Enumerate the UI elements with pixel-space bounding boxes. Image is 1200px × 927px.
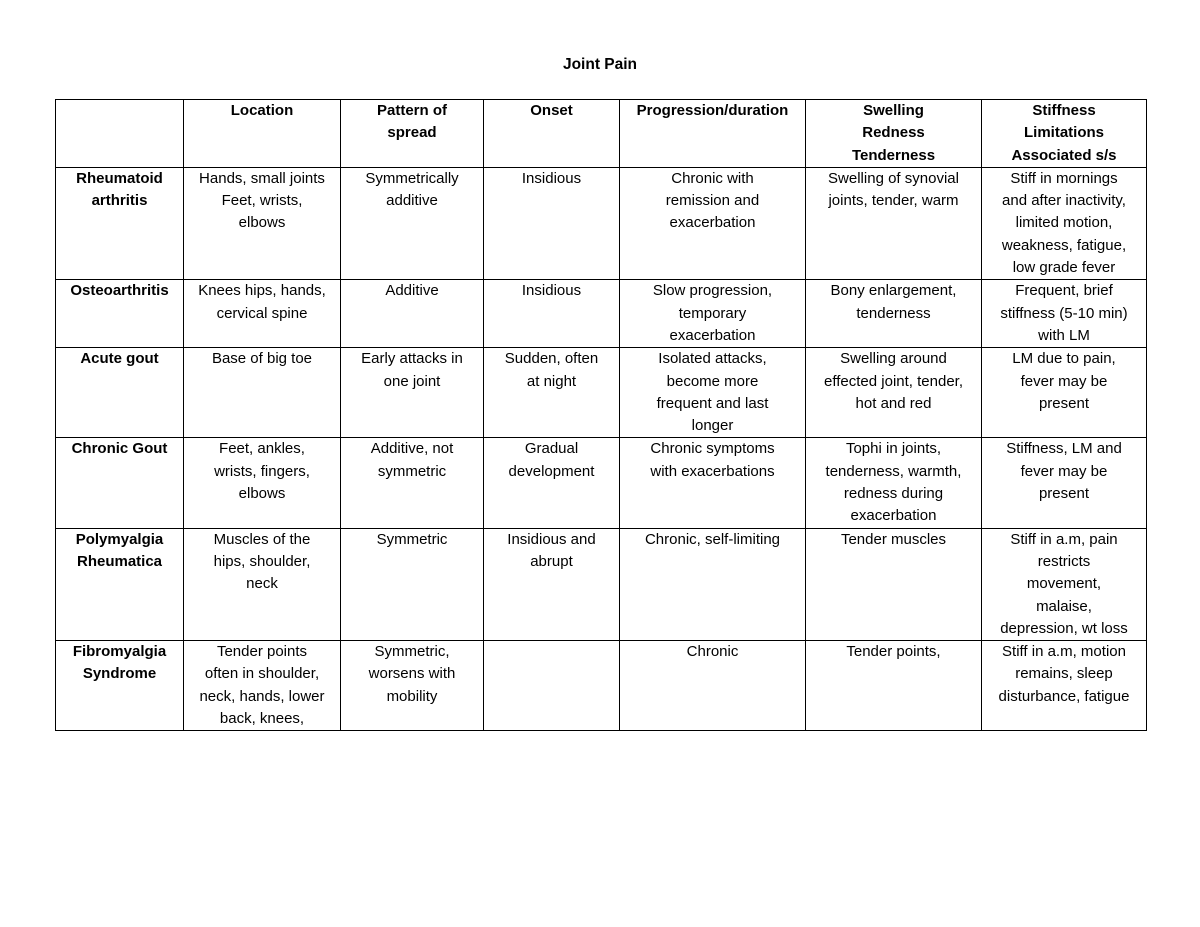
header-pattern-of-spread: Pattern of spread <box>341 100 484 168</box>
header-row <box>56 100 1147 168</box>
location-cell: Tender points often in shoulder, neck, hands, lower back, knees, <box>184 641 341 731</box>
table-row <box>56 348 1147 438</box>
swelling-cell: Tophi in joints, tenderness, warmth, redness during exacerbation <box>806 438 982 528</box>
swelling-cell: Swelling around effected joint, tender, hot and red <box>806 348 982 438</box>
header-onset: Onset <box>484 100 620 168</box>
stiffness-cell: Stiff in a.m, motion remains, sleep disturbance, fatigue <box>982 641 1147 731</box>
progression-cell: Slow progression, temporary exacerbation <box>620 280 806 348</box>
pattern-cell: Additive, not symmetric <box>341 438 484 528</box>
onset-cell <box>484 641 620 731</box>
swelling-cell: Swelling of synovial joints, tender, warm <box>806 167 982 279</box>
pattern-cell: Early attacks in one joint <box>341 348 484 438</box>
table-row <box>56 438 1147 528</box>
page-title: Joint Pain <box>562 56 638 73</box>
header-location: Location <box>184 100 341 168</box>
swelling-cell: Bony enlargement, tenderness <box>806 280 982 348</box>
condition-cell: Chronic Gout <box>56 438 184 528</box>
joint-pain-table <box>55 99 1147 731</box>
location-cell: Muscles of the hips, shoulder, neck <box>184 528 341 640</box>
location-cell: Feet, ankles, wrists, fingers, elbows <box>184 438 341 528</box>
header-progression-duration: Progression/duration <box>620 100 806 168</box>
progression-cell: Chronic with remission and exacerbation <box>620 167 806 279</box>
progression-cell: Chronic, self-limiting <box>620 528 806 640</box>
condition-cell: Fibromyalgia Syndrome <box>56 641 184 731</box>
pattern-cell: Symmetric <box>341 528 484 640</box>
stiffness-cell: LM due to pain, fever may be present <box>982 348 1147 438</box>
location-cell: Base of big toe <box>184 348 341 438</box>
location-cell: Hands, small joints Feet, wrists, elbows <box>184 167 341 279</box>
stiffness-cell: Stiff in a.m, pain restricts movement, malaise, depression, wt loss <box>982 528 1147 640</box>
onset-cell: Insidious <box>484 280 620 348</box>
onset-cell: Gradual development <box>484 438 620 528</box>
table-row <box>56 641 1147 731</box>
condition-cell: Osteoarthritis <box>56 280 184 348</box>
condition-cell: Polymyalgia Rheumatica <box>56 528 184 640</box>
header-corner <box>56 100 184 168</box>
pattern-cell: Symmetric, worsens with mobility <box>341 641 484 731</box>
condition-cell: Acute gout <box>56 348 184 438</box>
progression-cell: Chronic <box>620 641 806 731</box>
stiffness-cell: Stiff in mornings and after inactivity, limited motion, weakness, fatigue, low grade fever <box>982 167 1147 279</box>
progression-cell: Chronic symptoms with exacerbations <box>620 438 806 528</box>
onset-cell: Insidious and abrupt <box>484 528 620 640</box>
pattern-cell: Additive <box>341 280 484 348</box>
header-swelling-redness-tenderness: Swelling Redness Tenderness <box>806 100 982 168</box>
table-row <box>56 280 1147 348</box>
onset-cell: Sudden, often at night <box>484 348 620 438</box>
swelling-cell: Tender points, <box>806 641 982 731</box>
table-row <box>56 167 1147 279</box>
location-cell: Knees hips, hands, cervical spine <box>184 280 341 348</box>
stiffness-cell: Stiffness, LM and fever may be present <box>982 438 1147 528</box>
onset-cell: Insidious <box>484 167 620 279</box>
condition-cell: Rheumatoid arthritis <box>56 167 184 279</box>
header-stiffness-limitations: Stiffness Limitations Associated s/s <box>982 100 1147 168</box>
swelling-cell: Tender muscles <box>806 528 982 640</box>
stiffness-cell: Frequent, brief stiffness (5-10 min) with LM <box>982 280 1147 348</box>
table-row <box>56 528 1147 640</box>
progression-cell: Isolated attacks, become more frequent and last longer <box>620 348 806 438</box>
pattern-cell: Symmetrically additive <box>341 167 484 279</box>
